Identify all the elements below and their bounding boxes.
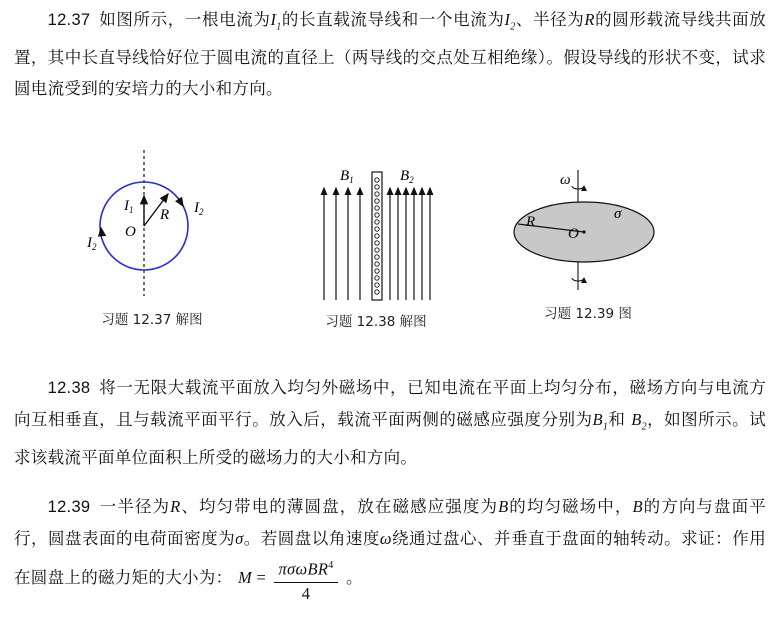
torque-equation: [237, 559, 346, 603]
equals-sign: =: [256, 568, 267, 588]
symbol-B2: $B_2$: [631, 410, 647, 433]
current-plane: [372, 172, 382, 300]
fraction-denominator: 4: [301, 583, 311, 603]
disc-center: [582, 230, 585, 233]
symbol-B: B: [632, 497, 643, 516]
problem-12-37-text: [14, 4, 766, 104]
symbol-B1: $B_1$: [592, 410, 609, 433]
fraction: [274, 554, 337, 605]
problem-number: 12.38: [47, 379, 91, 397]
label-I2-left: $I_2$: [87, 235, 97, 252]
field-lines-B1: [324, 188, 360, 300]
symbol-M: M: [237, 568, 252, 588]
caption-12-37: 习题 12.37 解图: [101, 312, 203, 328]
caption-12-38: 习题 12.38 解图: [325, 314, 427, 330]
label-R: R: [160, 207, 170, 223]
label-sigma: σ: [614, 206, 622, 222]
fraction-numerator: πσωBR$^4$: [274, 554, 337, 583]
symbol-I2: $I_2$: [504, 10, 516, 33]
label-B1: $B_1$: [340, 168, 354, 185]
figure-12-37: [80, 148, 220, 298]
text-segment: 一半径为: [98, 497, 171, 516]
text-segment: ，如图所示。试求该载流平面单位面积上所受的磁场力的大小和方向。: [14, 410, 766, 468]
figure-12-39-svg: [506, 168, 676, 293]
label-I1: $I_1$: [124, 198, 134, 215]
figure-12-38: [316, 160, 436, 310]
text-segment: 的长直载流导线和一个电流为: [281, 10, 505, 29]
problem-number: 12.39: [47, 498, 91, 516]
current-arrow-I2-left: [101, 228, 102, 236]
label-R: R: [526, 214, 536, 230]
symbol-R: R: [170, 497, 181, 516]
text-segment: 、半径为: [515, 10, 585, 29]
symbol-B: B: [498, 497, 509, 516]
figure-12-38-svg: [316, 160, 436, 310]
problem-number: 12.37: [47, 11, 91, 29]
label-O: O: [568, 226, 579, 242]
label-omega: ω: [560, 172, 571, 188]
figure-12-37-svg: [80, 148, 220, 298]
text-segment: 如图所示，一根电流为: [98, 10, 271, 29]
field-lines-B2: [390, 188, 430, 300]
text-segment: 和: [608, 410, 626, 429]
text-segment: 的圆形载流导线共面放置，其中长直导线恰好位于圆电流的直径上（两导线的交点处互相绝缘）。假设导线的形状不变，试求圆电流受到的安培力的大小和方向。: [14, 10, 767, 99]
symbol-sigma: σ: [235, 529, 244, 548]
symbol-R: R: [584, 10, 595, 29]
problem-12-38-text: [14, 372, 766, 473]
label-B2: $B_2$: [400, 168, 414, 185]
symbol-I1: $I_1$: [270, 10, 282, 33]
problem-12-39-text: [14, 491, 766, 605]
text-segment: 绕通过盘心、并垂直于盘面的轴转动。求证：作用在圆盘上的磁力矩的大小为：: [14, 529, 766, 588]
current-arrow-I2-right: [178, 198, 183, 206]
label-I2-right: $I_2$: [194, 200, 204, 217]
text-segment: 的方向与盘面平行，圆盘表面的电荷面密度为: [14, 497, 766, 548]
text-segment: 、均匀带电的薄圆盘，放在磁感应强度为: [180, 497, 499, 516]
text-segment: 。若圆盘以角速度: [243, 529, 380, 548]
caption-12-39: 习题 12.39 图: [544, 306, 632, 322]
figure-12-39: [506, 168, 676, 293]
symbol-omega: ω: [379, 529, 392, 548]
text-segment: 的均匀磁场中，: [508, 497, 633, 516]
label-O: O: [125, 224, 136, 240]
text-segment: 将一无限大载流平面放入均匀外磁场中，已知电流在平面上均匀分布，磁场方向与电流方向互相垂直，且与载流平面平行。放入后，载流平面两侧的磁感应强度分别为: [14, 378, 766, 429]
end-mark: 。: [345, 568, 363, 588]
